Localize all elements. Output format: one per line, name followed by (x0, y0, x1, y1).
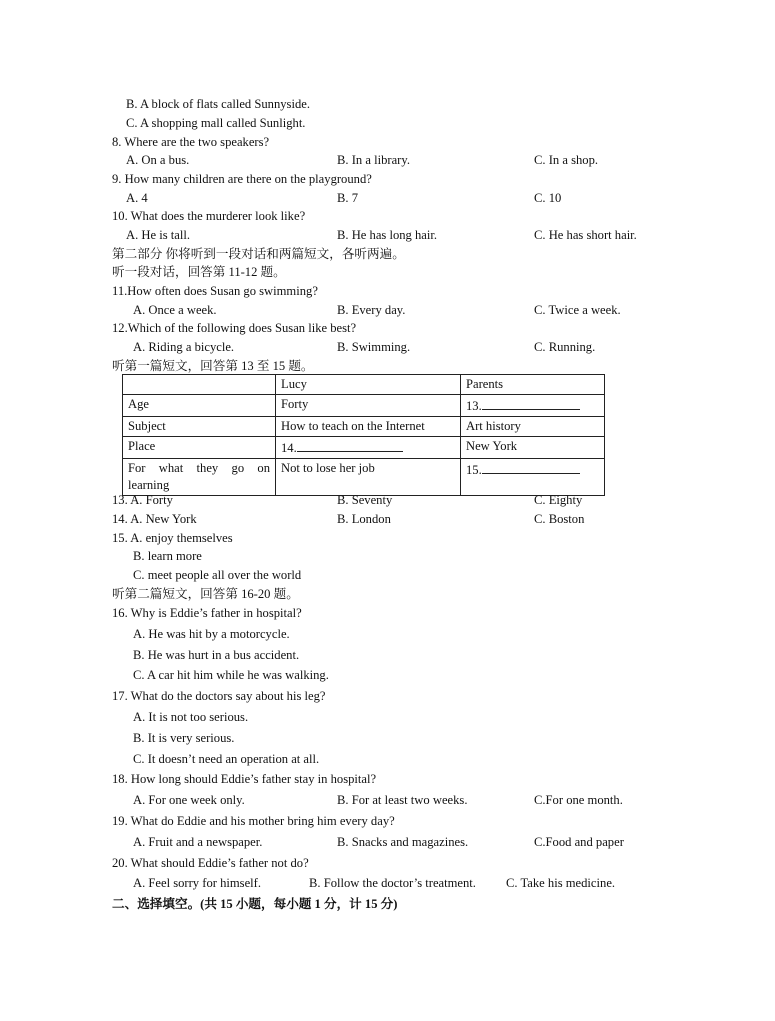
parents-reason (461, 459, 605, 496)
q16-option-b: B. He was hurt in a bus accident. (133, 648, 300, 662)
q17-question: 17. What do the doctors say about his leg? (112, 689, 326, 703)
q13-option-a: 13. A. Forty (112, 493, 173, 507)
q11-option-b: B. Every day. (337, 303, 406, 317)
parents-subject: Art history (461, 417, 605, 437)
row-label-subject: Subject (123, 417, 276, 437)
q14-option-a: 14. A. New York (112, 512, 197, 526)
q10-question: 10. What does the murderer look like? (112, 209, 306, 223)
row-label-age: Age (123, 395, 276, 417)
lucy-subject: How to teach on the Internet (276, 417, 461, 437)
table-cell (123, 375, 276, 395)
q13-option-b: B. Seventy (337, 493, 393, 507)
answer-blank-15[interactable] (482, 460, 580, 474)
lucy-reason: Not to lose her job (276, 459, 461, 496)
lucy-place (276, 437, 461, 459)
q20-option-c: C. Take his medicine. (506, 876, 616, 890)
table-row (123, 395, 605, 417)
table-row (123, 459, 605, 496)
q16-option-a: A. He was hit by a motorcycle. (133, 627, 290, 641)
q18-option-b: B. For at least two weeks. (337, 793, 468, 807)
q9-option-b: B. 7 (337, 191, 358, 205)
q19-option-c: C.Food and paper (534, 835, 624, 849)
table-row (123, 437, 605, 459)
q8-option-c: C. In a shop. (534, 153, 599, 167)
q10-option-a: A. He is tall. (126, 228, 191, 242)
q9-question: 9. How many children are there on the playground? (112, 172, 372, 186)
blank-number: 13. (466, 399, 482, 413)
q20-option-b: B. Follow the doctor’s treatment. (309, 876, 476, 890)
q11-option-a: A. Once a week. (133, 303, 217, 317)
q7-option-c: C. A shopping mall called Sunlight. (126, 116, 306, 130)
q12-option-c: C. Running. (534, 340, 596, 354)
q12-option-a: A. Riding a bicycle. (133, 340, 235, 354)
parents-age (461, 395, 605, 417)
q16-question: 16. Why is Eddie’s father in hospital? (112, 606, 302, 620)
parents-place: New York (461, 437, 605, 459)
q18-option-c: C.For one month. (534, 793, 623, 807)
q16-option-c: C. A car hit him while he was walking. (133, 668, 329, 682)
blank-number: 14. (281, 441, 297, 455)
table-row (123, 375, 605, 395)
q17-option-b: B. It is very serious. (133, 731, 235, 745)
q8-option-a: A. On a bus. (126, 153, 190, 167)
passage2-instruction: 听第二篇短文，回答第 16-20 题。 (112, 587, 299, 601)
q19-option-a: A. Fruit and a newspaper. (133, 835, 263, 849)
q9-option-c: C. 10 (534, 191, 562, 205)
q11-option-c: C. Twice a week. (534, 303, 621, 317)
dialog-instruction: 听一段对话，回答第 11-12 题。 (112, 265, 286, 279)
q19-option-b: B. Snacks and magazines. (337, 835, 469, 849)
q19-question: 19. What do Eddie and his mother bring him every day? (112, 814, 395, 828)
q17-option-a: A. It is not too serious. (133, 710, 249, 724)
section2-heading: 二、选择填空。(共 15 小题，每小题 1 分，计 15 分) (112, 897, 398, 911)
info-table (122, 374, 605, 496)
answer-blank-14[interactable] (297, 438, 403, 452)
blank-number: 15. (466, 463, 482, 477)
q15-option-c: C. meet people all over the world (133, 568, 302, 582)
table-row (123, 417, 605, 437)
q15-option-b: B. learn more (133, 549, 202, 563)
q11-question: 11.How often does Susan go swimming? (112, 284, 318, 298)
q10-option-b: B. He has long hair. (337, 228, 438, 242)
lucy-age: Forty (276, 395, 461, 417)
row-label-place: Place (123, 437, 276, 459)
table-header-parents: Parents (461, 375, 605, 395)
q20-question: 20. What should Eddie’s father not do? (112, 856, 309, 870)
q18-question: 18. How long should Eddie’s father stay in hospital? (112, 772, 377, 786)
q12-option-b: B. Swimming. (337, 340, 411, 354)
table-header-lucy: Lucy (276, 375, 461, 395)
q18-option-a: A. For one week only. (133, 793, 245, 807)
q13-option-c: C. Eighty (534, 493, 583, 507)
q15-option-a: 15. A. enjoy themselves (112, 531, 233, 545)
q10-option-c: C. He has short hair. (534, 228, 637, 242)
q8-question: 8. Where are the two speakers? (112, 135, 270, 149)
q12-question: 12.Which of the following does Susan like best? (112, 321, 357, 335)
part2-heading: 第二部分 你将听到一段对话和两篇短文，各听两遍。 (112, 247, 405, 261)
passage1-instruction: 听第一篇短文，回答第 13 至 15 题。 (112, 359, 314, 373)
q14-option-c: C. Boston (534, 512, 585, 526)
q17-option-c: C. It doesn’t need an operation at all. (133, 752, 320, 766)
q14-option-b: B. London (337, 512, 391, 526)
q9-option-a: A. 4 (126, 191, 148, 205)
q8-option-b: B. In a library. (337, 153, 410, 167)
row-label-reason (123, 459, 276, 496)
q7-option-b: B. A block of flats called Sunnyside. (126, 97, 310, 111)
answer-blank-13[interactable] (482, 396, 580, 410)
q20-option-a: A. Feel sorry for himself. (133, 876, 262, 890)
reason-label-line2: learning (128, 478, 170, 492)
reason-label-line1: For what they go on (128, 461, 270, 475)
